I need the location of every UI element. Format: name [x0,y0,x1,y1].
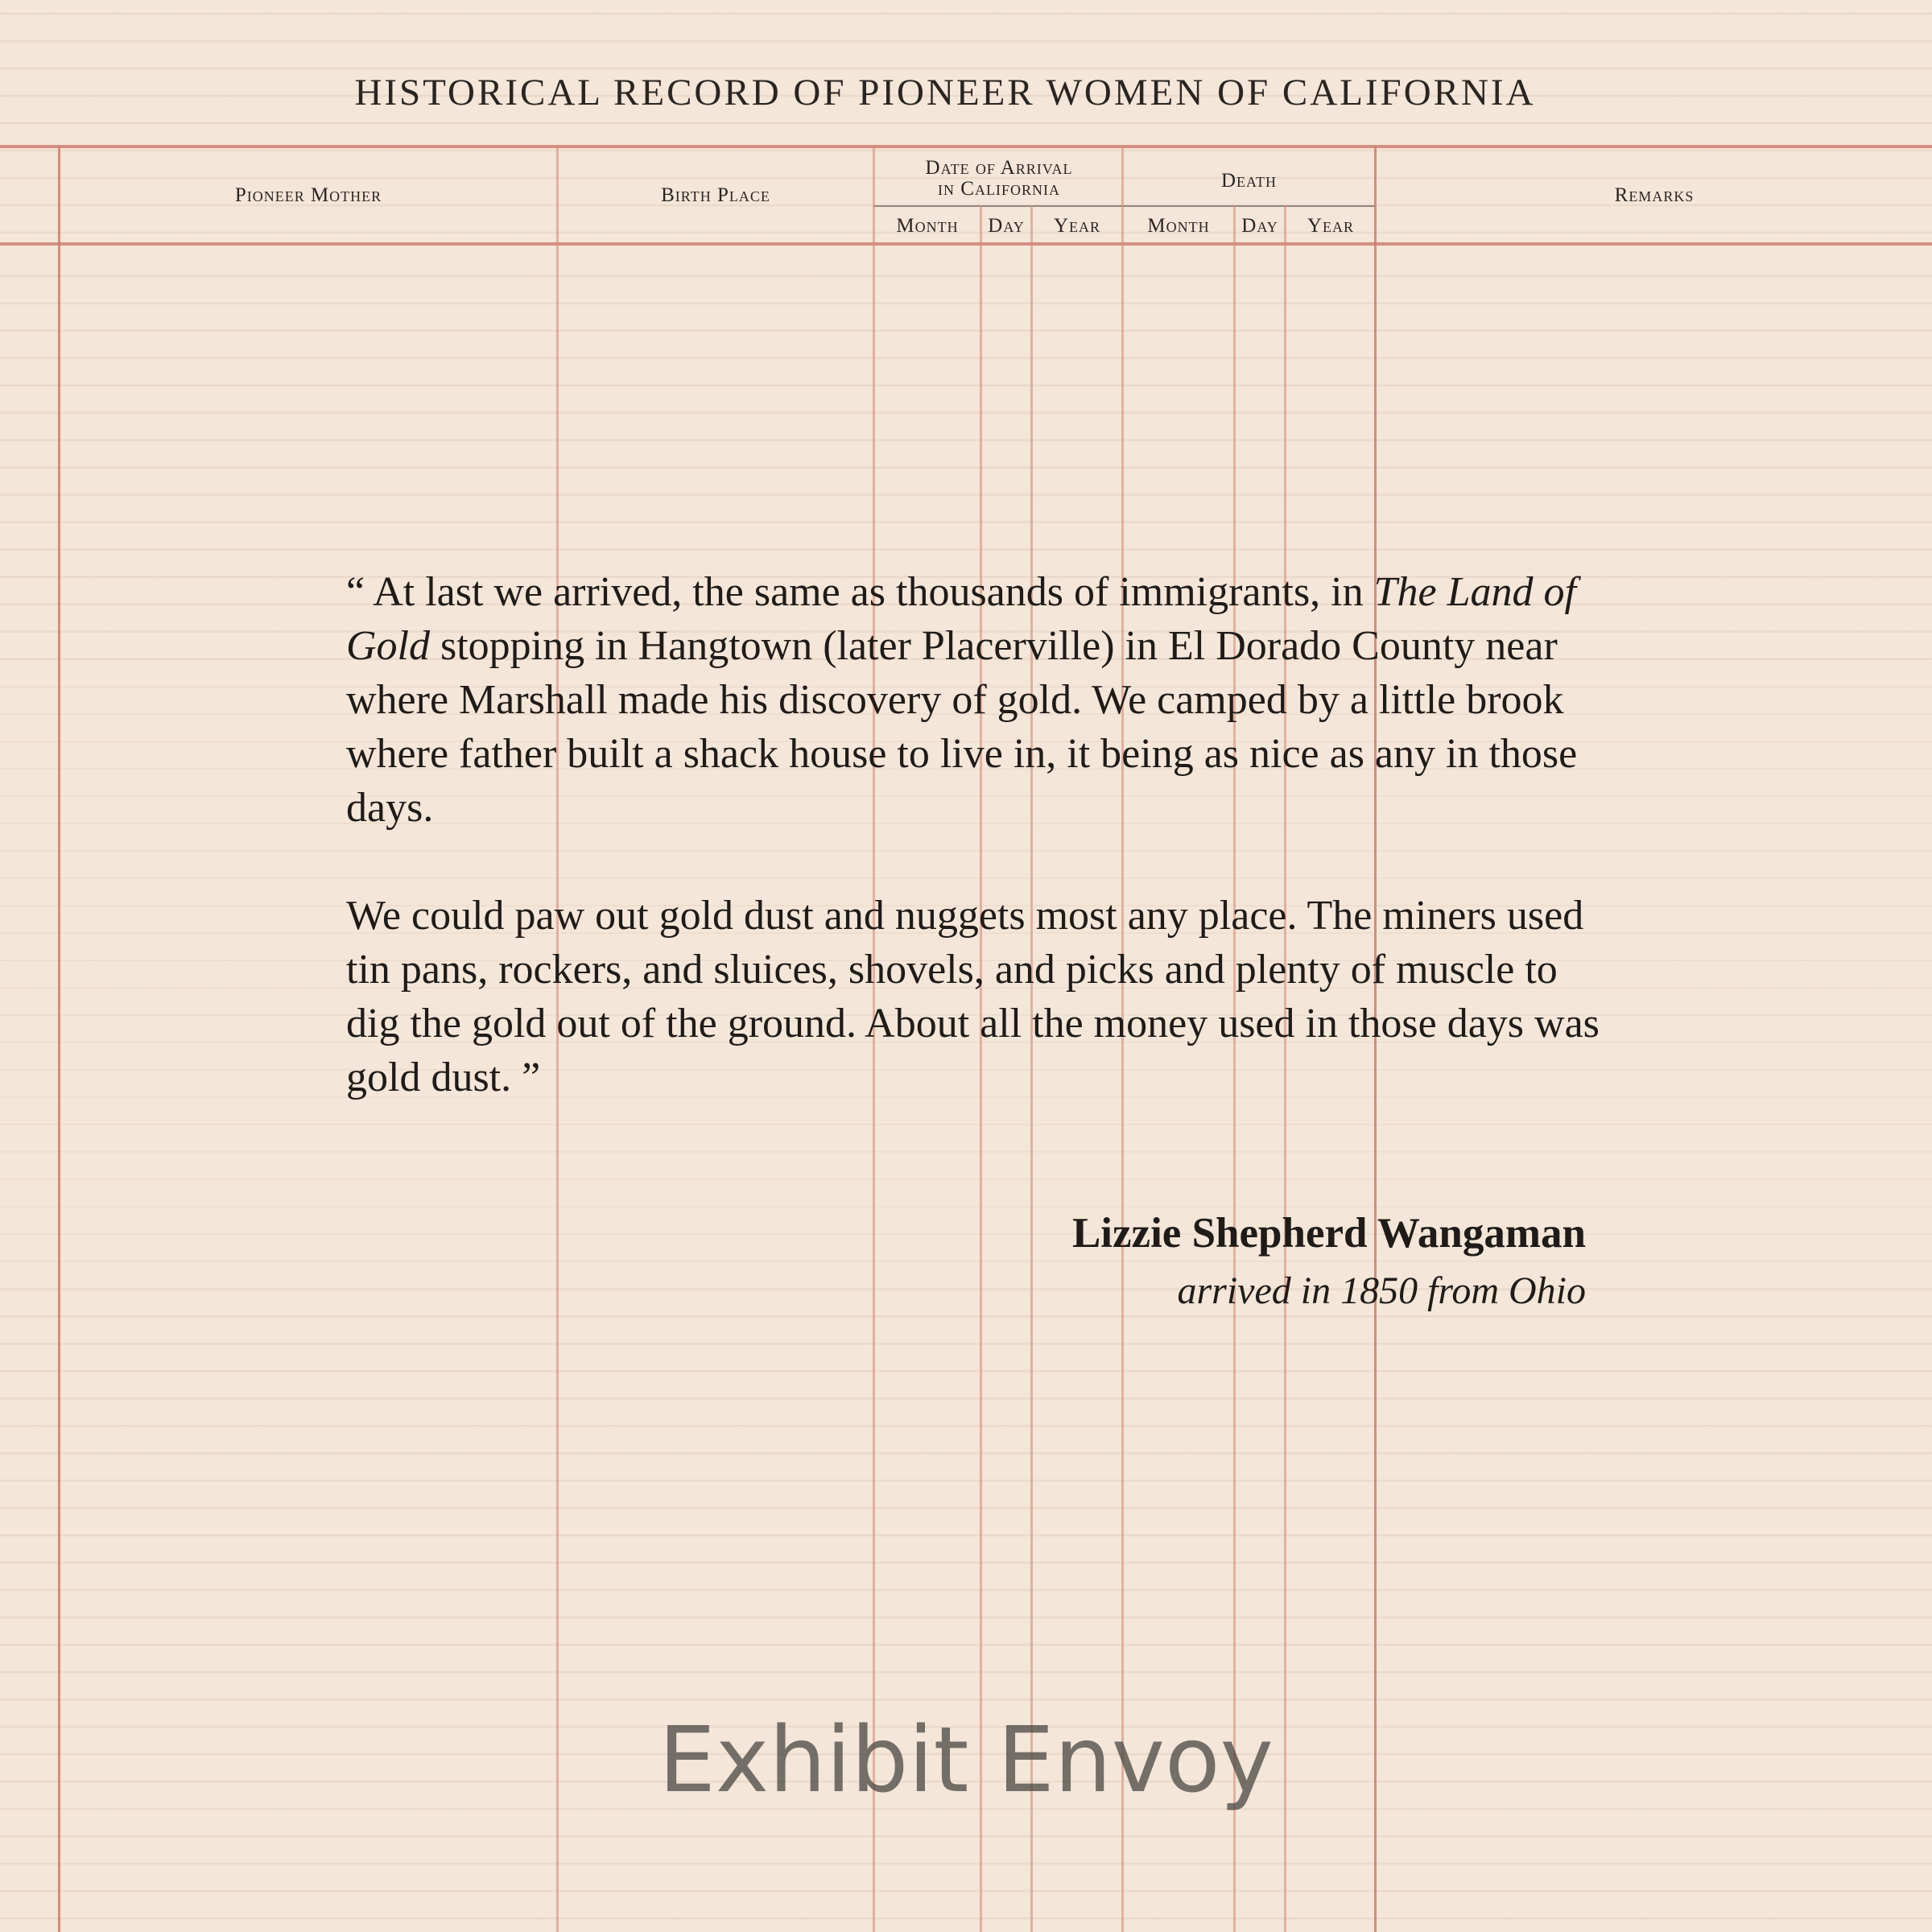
subheader-arrival-month: Month [896,215,959,237]
author-arrival-note: arrived in 1850 from Ohio [1177,1269,1586,1312]
quote-italic-phrase: The Land of Gold [346,569,1576,669]
arrival-group-rule [873,205,1123,207]
quote-text: We could paw out gold dust and nuggets most any place. The miners used tin pans, rockers, and sluices, shovels, and picks and plenty of muscle to dig the gold out of the ground. About all the money used in those days was gold dust. [346,893,1600,1100]
column-header-remarks: Remarks [1614,184,1695,206]
close-quote-mark: ” [511,1055,541,1100]
quote-block [346,565,1602,1158]
column-header-birth-place: Birth Place [661,184,770,206]
column-header-arrival [875,158,1123,200]
subheader-arrival-day: Day [988,215,1025,237]
page-title: HISTORICAL RECORD OF PIONEER WOMEN OF CALIFORNIA [354,72,1536,114]
open-quote-mark: “ [346,569,374,615]
column-header-death: Death [1220,170,1278,192]
column-rule [58,147,60,1932]
subheader-death-day: Day [1241,215,1278,237]
subheader-arrival-year: Year [1053,215,1101,237]
death-group-rule [1123,205,1375,207]
watermark: Exhibit Envoy [658,1708,1274,1813]
arrival-header-line1: Date of Arrival [925,157,1073,179]
quote-text: At last we arrived, the same as thousands of immigrants, in [373,569,1374,615]
quote-paragraph-2 [346,889,1602,1104]
quote-text: stopping in Hangtown (later Placerville) in El Dorado County near where Marshall made his discovery of gold. We camped by a little brook where father built a shack house to live in, it being as nice as any in those days. [346,623,1578,831]
column-header-pioneer-mother: Pioneer Mother [234,184,382,206]
header-bottom-rule [0,242,1932,246]
subheader-death-year: Year [1307,215,1355,237]
subheader-death-month: Month [1147,215,1210,237]
arrival-header-line2: in California [938,178,1060,200]
header-top-rule [0,145,1932,148]
author-name: Lizzie Shepherd Wangaman [1071,1210,1586,1257]
quote-paragraph-1 [346,565,1602,835]
